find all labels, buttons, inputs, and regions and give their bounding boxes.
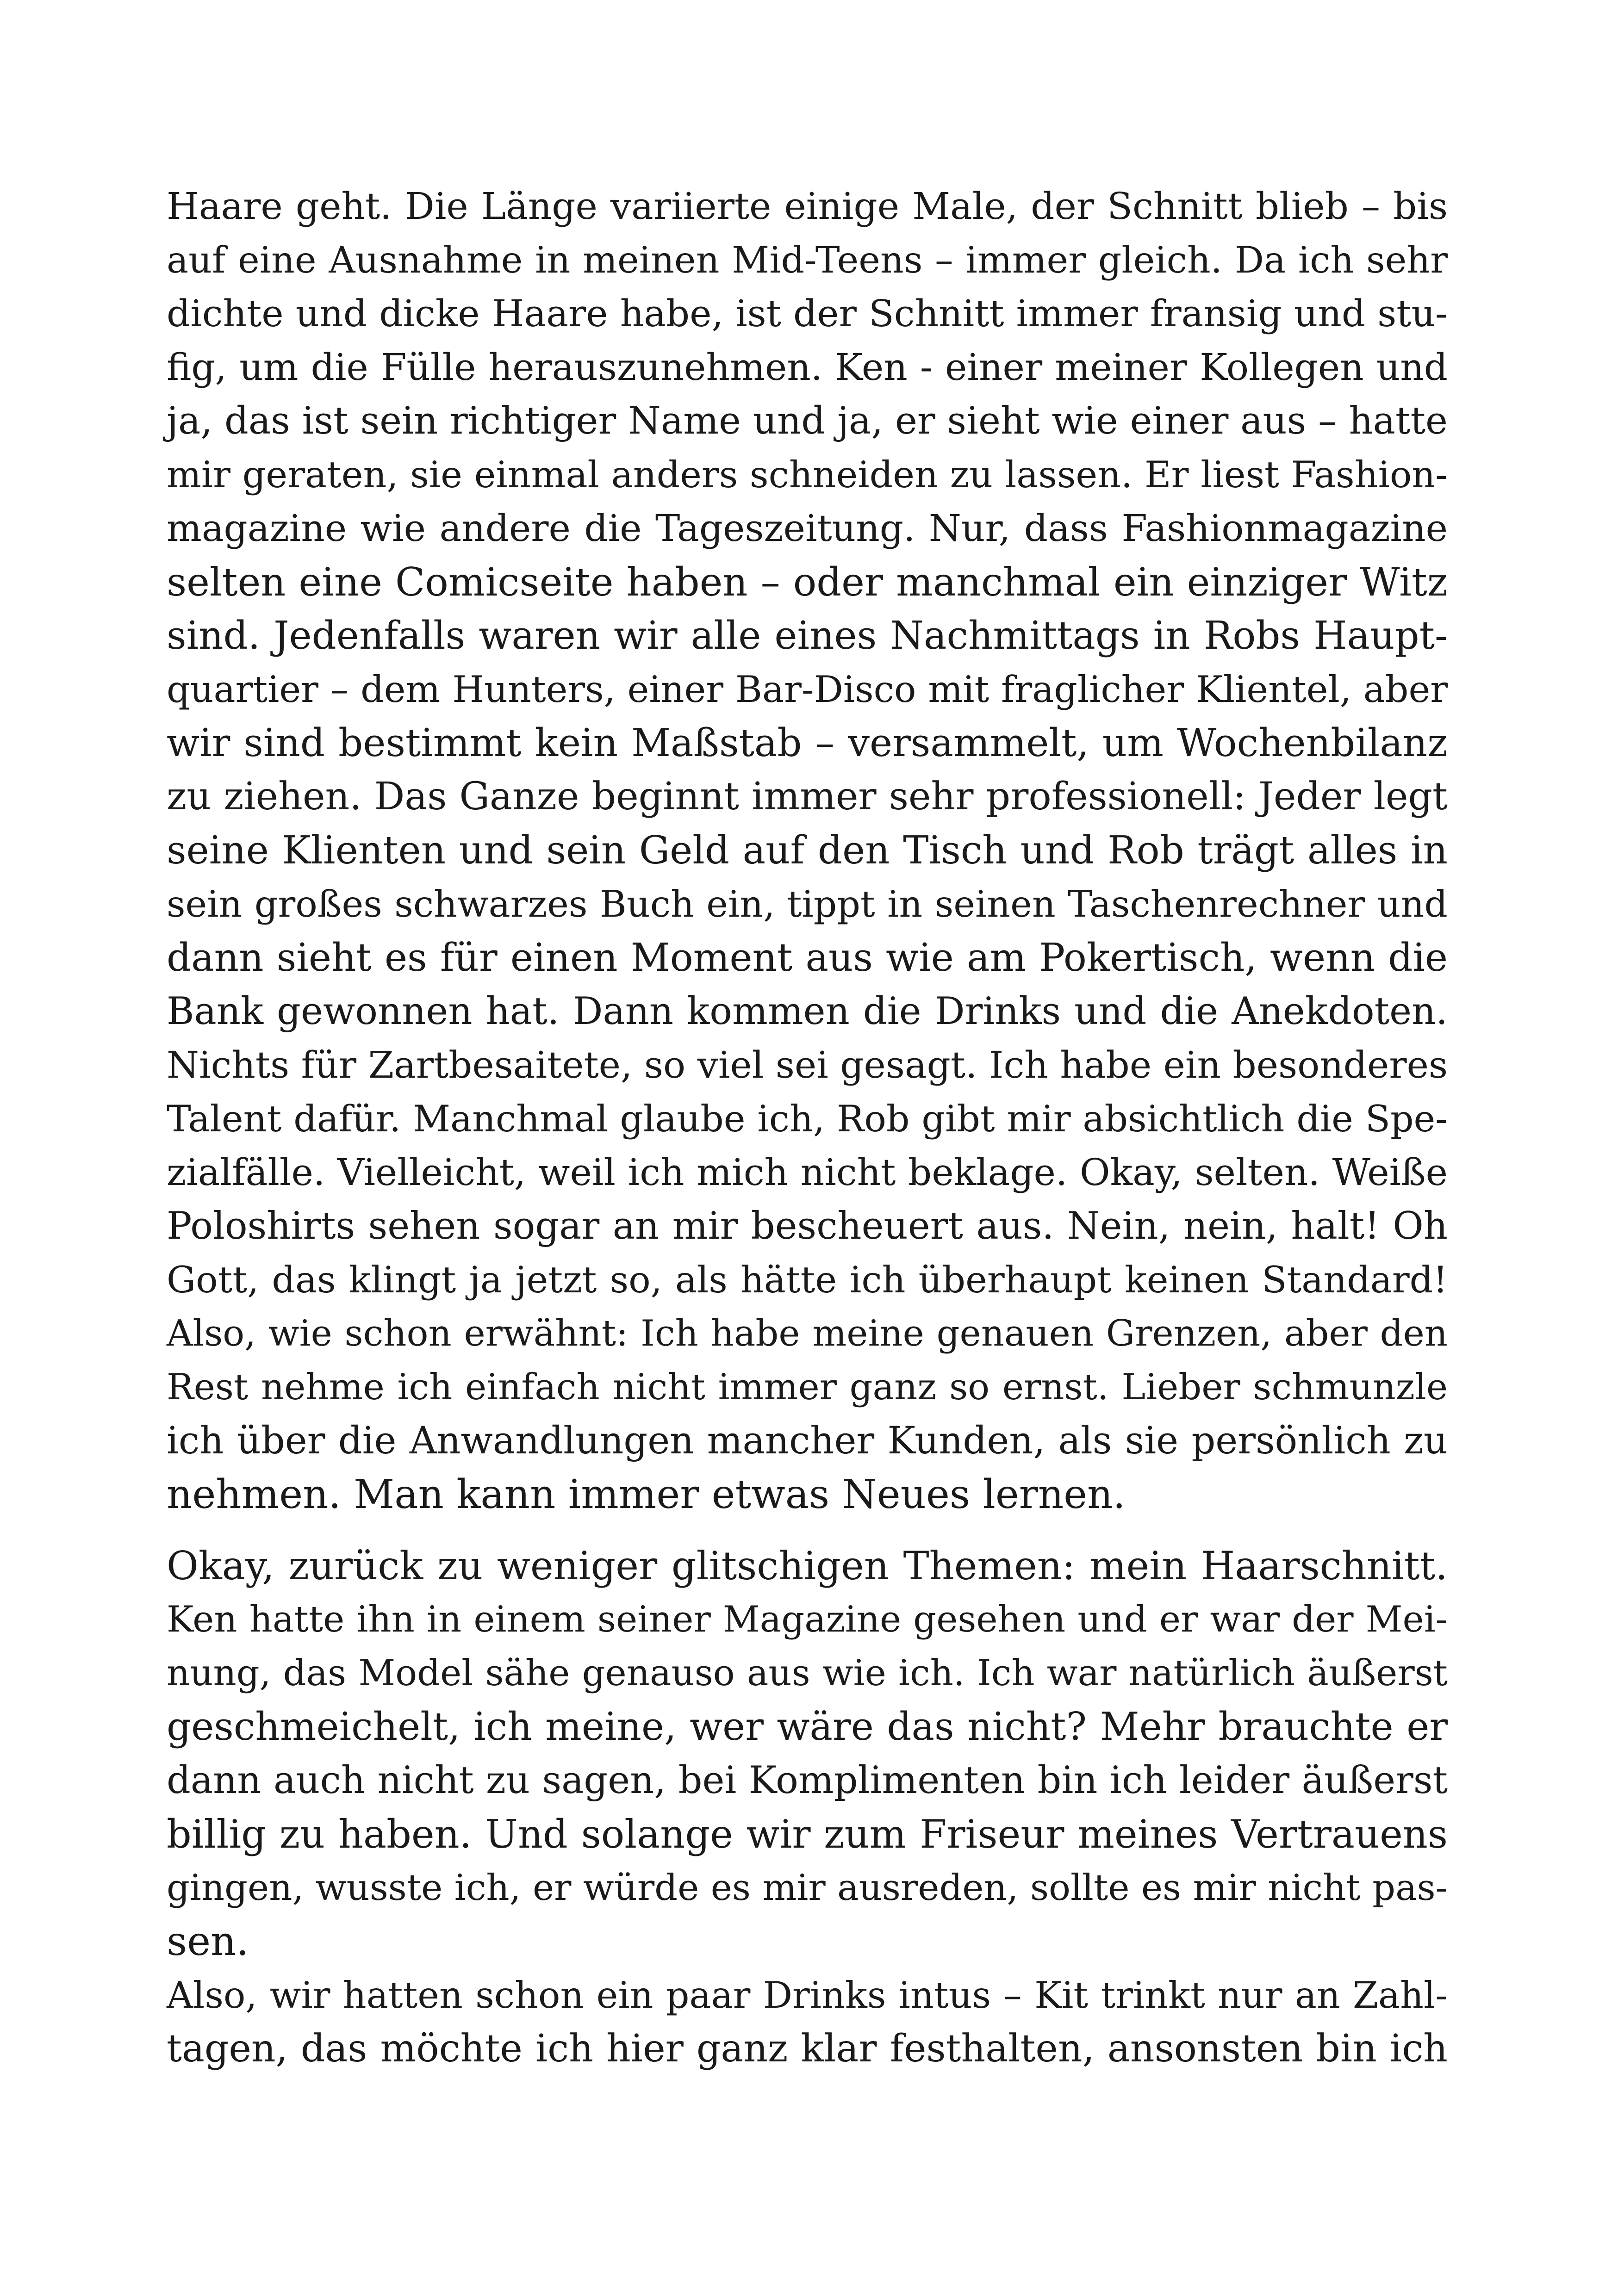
text-line: gingen, wusste ich, er würde es mir ausreden, sollte es mir nicht pas- — [167, 1867, 1448, 1909]
text-line: nehmen. Man kann immer etwas Neues lernen. — [167, 1471, 1126, 1518]
text-line: dann auch nicht zu sagen, bei Komplimenten bin ich leider äußerst — [167, 1759, 1448, 1802]
text-line: ich über die Anwandlungen mancher Kunden, als sie persönlich zu — [167, 1419, 1448, 1463]
text-line: Talent dafür. Manchmal glaube ich, Rob gibt mir absichtlich die Spe- — [167, 1098, 1448, 1140]
text-line: tagen, das möchte ich hier ganz klar festhalten, ansonsten bin ich — [167, 2027, 1448, 2071]
text-line: Gott, das klingt ja jetzt so, als hätte ich überhaupt keinen Standard! — [167, 1259, 1448, 1301]
text-line: sein großes schwarzes Buch ein, tippt in seinen Taschenrechner und — [167, 883, 1448, 925]
text-line: ja, das ist sein richtiger Name und ja, er sieht wie einer aus – hatte — [167, 399, 1448, 443]
text-line: Bank gewonnen hat. Dann kommen die Drinks und die Anekdoten. — [167, 990, 1448, 1033]
text-line: zu ziehen. Das Ganze beginnt immer sehr professionell: Jeder legt — [167, 775, 1448, 819]
text-line: Rest nehme ich einfach nicht immer ganz so ernst. Lieber schmunzle — [167, 1366, 1448, 1408]
text-line: Ken hatte ihn in einem seiner Magazine gesehen und er war der Mei- — [167, 1599, 1448, 1640]
text-line: dichte und dicke Haare habe, ist der Schnitt immer fransig und stu- — [167, 292, 1448, 335]
text-line: dann sieht es für einen Moment aus wie am Pokertisch, wenn die — [167, 935, 1448, 980]
text-line: Haare geht. Die Länge variierte einige Male, der Schnitt blieb – bis — [167, 185, 1448, 228]
text-line: Also, wir hatten schon ein paar Drinks intus – Kit trinkt nur an Zahl- — [167, 1974, 1448, 2017]
paragraph-gap — [167, 1521, 1448, 1539]
text-line: geschmeichelt, ich meine, wer wäre das nicht? Mehr brauchte er — [167, 1704, 1448, 1749]
text-line: Poloshirts sehen sogar an mir bescheuert aus. Nein, nein, halt! Oh — [167, 1204, 1448, 1248]
text-line: selten eine Comicseite haben – oder manchmal ein einziger Witz — [167, 559, 1448, 605]
text-line: magazine wie andere die Tageszeitung. Nur, dass Fashionmagazine — [167, 507, 1448, 550]
text-line: Okay, zurück zu weniger glitschigen Themen: mein Haarschnitt. — [167, 1543, 1448, 1589]
text-line: billig zu haben. Und solange wir zum Friseur meines Vertrauens — [167, 1812, 1448, 1857]
text-line: fig, um die Fülle herauszunehmen. Ken - einer meiner Kollegen und — [167, 346, 1448, 389]
page-text — [167, 180, 1448, 2076]
text-line: sen. — [167, 1918, 249, 1965]
text-line: sind. Jedenfalls waren wir alle eines Nachmittags in Robs Haupt- — [167, 613, 1448, 658]
text-line: mir geraten, sie einmal anders schneiden zu lassen. Er liest Fashion- — [167, 453, 1448, 496]
text-line: auf eine Ausnahme in meinen Mid-Teens – immer gleich. Da ich sehr — [167, 239, 1448, 281]
text-line: quartier – dem Hunters, einer Bar-Disco mit fraglicher Klientel, aber — [167, 668, 1448, 711]
text-line: Nichts für Zartbesaitete, so viel sei gesagt. Ich habe ein besonderes — [167, 1043, 1448, 1086]
text-line: Also, wie schon erwähnt: Ich habe meine genauen Grenzen, aber den — [167, 1313, 1448, 1354]
text-line: zialfälle. Vielleicht, weil ich mich nicht beklage. Okay, selten. Weiße — [167, 1151, 1448, 1194]
text-line: nung, das Model sähe genauso aus wie ich. Ich war natürlich äußerst — [167, 1652, 1448, 1694]
text-line: seine Klienten und sein Geld auf den Tisch und Rob trägt alles in — [167, 828, 1448, 873]
text-line: wir sind bestimmt kein Maßstab – versammelt, um Wochenbilanz — [167, 720, 1448, 765]
